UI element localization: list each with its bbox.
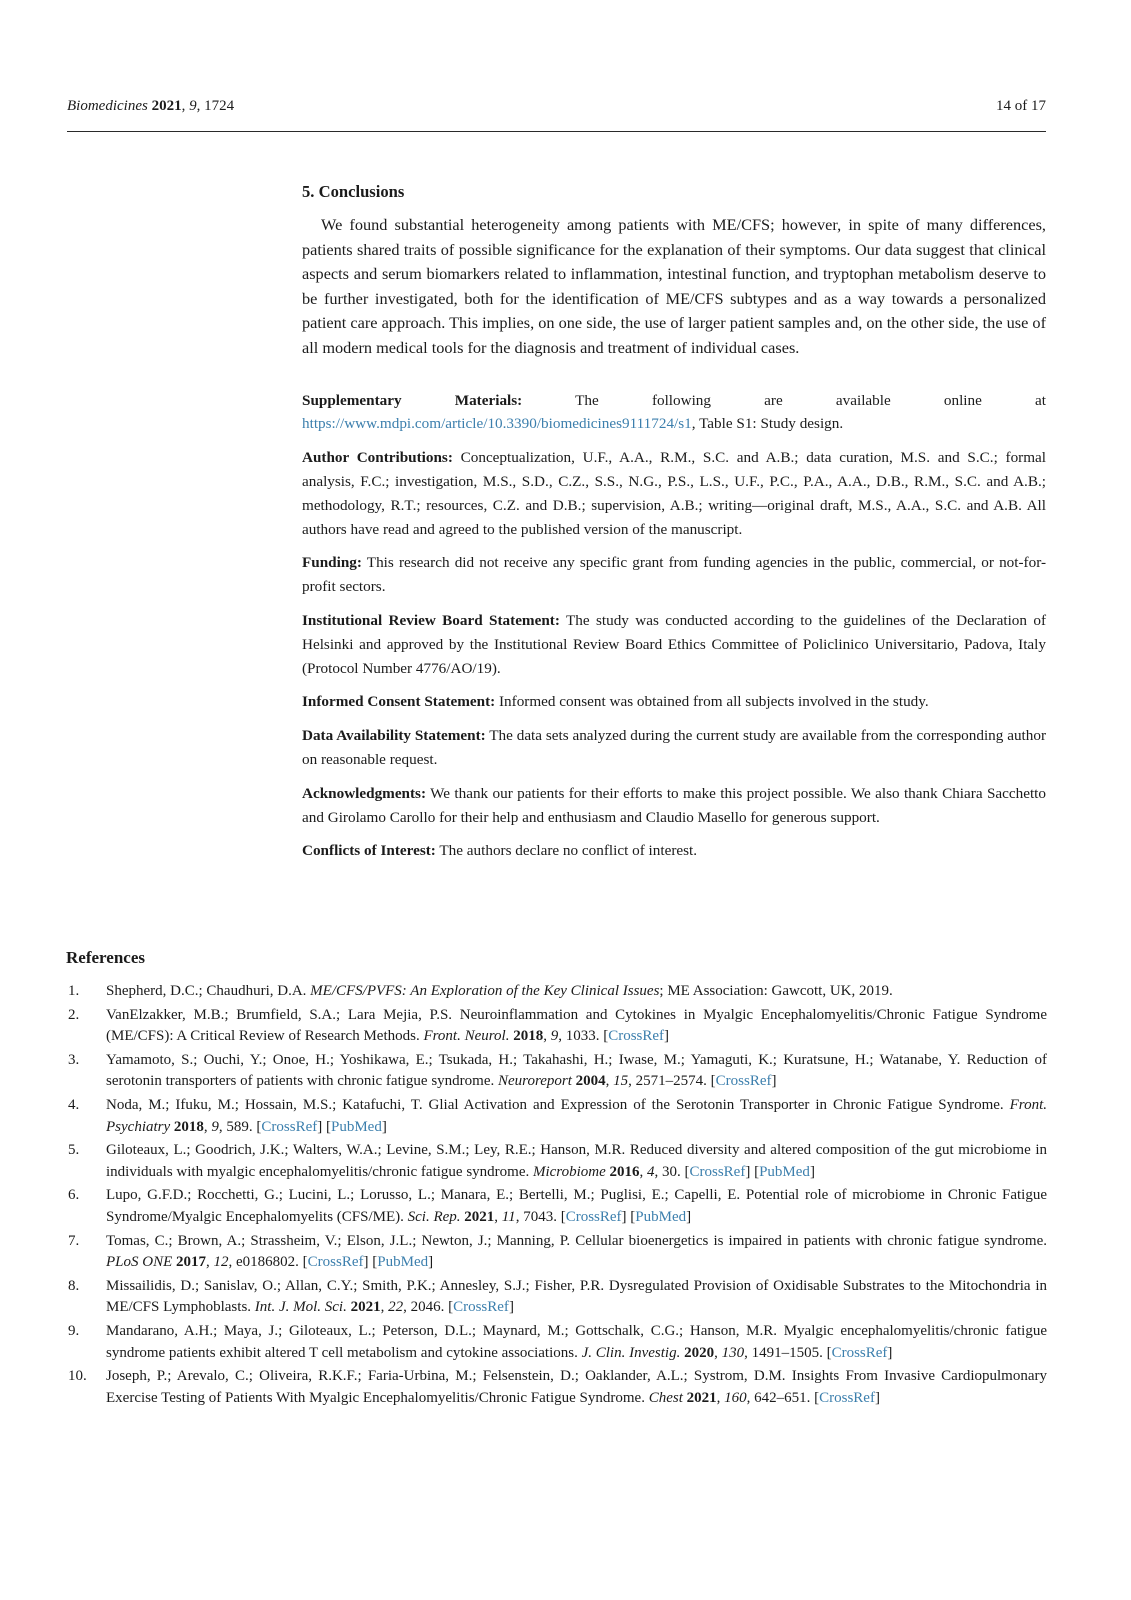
reference-text: [106, 1052, 1047, 1090]
reference-number: 4.: [68, 1096, 80, 1113]
text-segment: ]: [809, 1163, 815, 1180]
text-segment: 2021: [151, 98, 182, 114]
text-segment: , 1491–1505. [: [744, 1344, 832, 1361]
reference-number: 9.: [68, 1322, 80, 1339]
main-column: [302, 182, 1046, 863]
text-segment: Data Availability Statement:: [302, 727, 486, 745]
text-segment: ,: [494, 1208, 502, 1225]
reference-text: [106, 1142, 1047, 1180]
references-section: [66, 948, 1047, 1411]
statement-funding: [302, 551, 1046, 599]
text-segment: Author Contributions:: [302, 449, 453, 467]
text-segment: 9: [550, 1028, 559, 1045]
text-segment: ]: [771, 1073, 777, 1090]
text-segment: ]: [686, 1208, 692, 1225]
text-segment: Giloteaux, L.; Goodrich, J.K.; Walters, W.A.; Levine, S.M.; Ley, R.E.; Hanson, M.R. Reduced diversity and altered composition of the gut microbiome in individuals with myalgic encephalomyelitis/chronic fatigue syndrome.: [106, 1142, 1047, 1180]
text-segment: ]: [887, 1344, 893, 1361]
text-segment: , 1033. [: [558, 1028, 609, 1045]
reference-item: [66, 1140, 1047, 1183]
text-segment: Tomas, C.; Brown, A.; Strassheim, V.; Elson, J.L.; Newton, J.; Manning, P. Cellular bioenergetics is impaired in patients with chronic fatigue syndrome.: [106, 1232, 1047, 1249]
text-segment: ] [: [363, 1254, 378, 1271]
text-segment: ]: [428, 1254, 434, 1271]
text-segment: ] [: [621, 1208, 636, 1225]
text-segment: ,: [714, 1344, 722, 1361]
reference-number: 2.: [68, 1006, 80, 1023]
pubmed-link[interactable]: PubMed: [635, 1208, 687, 1225]
references-heading: References: [66, 948, 145, 967]
text-segment: Acknowledgments:: [302, 784, 427, 802]
text-segment: 9: [211, 1118, 219, 1135]
reference-text: [106, 1278, 1047, 1316]
reference-number: 8.: [68, 1277, 80, 1294]
text-segment: Joseph, P.; Arevalo, C.; Oliveira, R.K.F.; Faria-Urbina, M.; Felsenstein, D.; Oaklander, A.L.; Systrom, D.M. Insights From Invasive Cardiopulmonary Exercise Testing of Patients With Myalgic Encephalomyelitis/Chronic Fatigue Syndrome.: [106, 1368, 1047, 1406]
reference-number: 7.: [68, 1232, 80, 1249]
reference-list: [66, 981, 1047, 1409]
text-segment: , 2046. [: [403, 1299, 454, 1316]
text-segment: 2021: [686, 1389, 717, 1406]
text-segment: ] [: [317, 1118, 331, 1135]
text-segment: The data sets analyzed during the current study are available from the corresponding author on reasonable request.: [302, 727, 1047, 768]
crossref-link[interactable]: CrossRef: [608, 1028, 665, 1045]
text-segment: Yamamoto, S.; Ouchi, Y.; Onoe, H.; Yoshikawa, E.; Tsukada, H.; Takahashi, H.; Iwase, M.; Yamaguti, K.; Kuratsune, H.; Watanabe, Y. Reduction of serotonin transporters of patients with chronic fatigue syndrome.: [106, 1051, 1047, 1090]
conclusions-heading: 5. Conclusions: [302, 182, 405, 201]
text-segment: 15: [613, 1073, 629, 1090]
text-segment: Lupo, G.F.D.; Rocchetti, G.; Lucini, L.; Lorusso, L.; Manara, E.; Bertelli, M.; Puglisi, E.; Capelli, E. Potential role of microbiome in Chronic Fatigue Syndrome/Myalgic Encephalomyelits (CFS/ME).: [106, 1187, 1047, 1225]
statement-author-contributions: [302, 446, 1046, 541]
statement-acknowledgments: [302, 782, 1046, 830]
reference-number: 3.: [68, 1051, 80, 1068]
text-segment: ] [: [745, 1163, 760, 1180]
text-segment: ; ME Association: Gawcott, UK, 2019.: [659, 983, 893, 999]
reference-text: [106, 1323, 1047, 1361]
text-segment: 2021: [464, 1208, 495, 1225]
text-segment: J. Clin. Investig.: [581, 1344, 685, 1361]
reference-text: [106, 1007, 1047, 1045]
text-segment: Biomedicines: [67, 98, 152, 114]
reference-item: [66, 1185, 1047, 1228]
page-number: 14 of 17: [996, 98, 1046, 114]
text-segment: , 589. [: [218, 1118, 262, 1135]
crossref-link[interactable]: CrossRef: [261, 1118, 318, 1135]
reference-number: 5.: [68, 1142, 80, 1159]
text-segment: , 7043. [: [515, 1208, 566, 1225]
text-segment: 9: [189, 98, 197, 114]
text-segment: Shepherd, D.C.; Chaudhuri, D.A.: [106, 983, 311, 999]
text-segment: Chest: [648, 1389, 687, 1406]
text-segment: ]: [874, 1389, 880, 1406]
reference-item: [66, 1366, 1047, 1409]
text-segment: 12: [213, 1254, 229, 1271]
text-segment: , 1724: [196, 98, 235, 114]
text-segment: ,: [206, 1254, 214, 1271]
crossref-link[interactable]: CrossRef: [453, 1299, 509, 1316]
text-segment: 2018: [513, 1028, 544, 1045]
text-segment: 2004: [575, 1073, 606, 1090]
text-segment: 22: [388, 1299, 404, 1316]
supplementary-url-link[interactable]: https://www.mdpi.com/article/10.3390/biomedicines9111724/s1: [302, 415, 692, 433]
text-segment: Institutional Review Board Statement:: [302, 611, 560, 629]
text-segment: 4: [647, 1163, 655, 1180]
text-segment: ,: [639, 1163, 647, 1180]
reference-text: [106, 1097, 1047, 1135]
statement-supplementary-materials: [302, 389, 1046, 437]
pubmed-link[interactable]: PubMed: [331, 1118, 382, 1135]
reference-number: 1.: [68, 983, 80, 999]
statement-institutional-review-board-statement: [302, 609, 1046, 680]
text-segment: ]: [381, 1118, 387, 1135]
text-segment: , 2571–2574. [: [628, 1073, 716, 1090]
journal-citation: [67, 97, 234, 115]
text-segment: ,: [181, 98, 190, 114]
text-segment: Sci. Rep.: [407, 1208, 465, 1225]
text-segment: Int. J. Mol. Sci.: [254, 1299, 351, 1316]
text-segment: Missailidis, D.; Sanislav, O.; Allan, C.Y.; Smith, P.K.; Annesley, S.J.; Fisher, P.R. Dysregulated Provision of Oxidisable Substrates to the Mitochondria in ME/CFS Lymphoblasts.: [106, 1277, 1047, 1316]
text-segment: 2018: [173, 1118, 204, 1135]
text-segment: Funding:: [302, 554, 362, 572]
text-segment: 130: [721, 1344, 745, 1361]
pubmed-link[interactable]: PubMed: [377, 1254, 429, 1271]
text-segment: ]: [664, 1028, 670, 1045]
text-segment: , 642–651. [: [746, 1389, 820, 1406]
text-segment: , 30. [: [654, 1163, 690, 1180]
reference-item: [66, 1005, 1047, 1048]
text-segment: Conflicts of Interest:: [302, 842, 436, 860]
text-segment: ,: [380, 1299, 389, 1316]
text-segment: Informed Consent Statement:: [302, 693, 496, 711]
crossref-link[interactable]: CrossRef: [689, 1163, 746, 1180]
reference-text: [106, 983, 893, 999]
text-segment: Microbiome: [532, 1163, 610, 1180]
text-segment: Neuroreport: [498, 1073, 576, 1090]
text-segment: The following are available online at: [522, 391, 1047, 409]
text-segment: ,: [543, 1028, 551, 1045]
text-segment: 160: [724, 1389, 747, 1406]
text-segment: PLoS ONE: [106, 1254, 177, 1271]
text-segment: ]: [508, 1299, 514, 1316]
crossref-link[interactable]: CrossRef: [831, 1344, 888, 1361]
header-rule: [67, 131, 1046, 132]
text-segment: ,: [203, 1118, 212, 1135]
reference-item: [66, 1050, 1047, 1093]
text-segment: ME/CFS/PVFS: An Exploration of the Key Clinical Issues: [310, 983, 660, 999]
text-segment: 2016: [609, 1163, 640, 1180]
page-header: [67, 97, 1046, 115]
text-segment: The authors declare no conflict of interest.: [435, 842, 698, 860]
crossref-link[interactable]: CrossRef: [715, 1073, 772, 1090]
reference-item: [66, 981, 1047, 1003]
text-segment: Supplementary Materials:: [302, 391, 523, 409]
statement-informed-consent-statement: [302, 690, 1046, 714]
pubmed-link[interactable]: PubMed: [759, 1163, 810, 1180]
conclusions-paragraph: We found substantial heterogeneity among patients with ME/CFS; however, in spite of many differences, patients shared traits of possible significance for the explanation of their symptoms. Our data suggest that clinical aspects and serum biomarkers related to inflammation, intestinal function, and tryptophan metabolism deserve to be further investigated, both for the identification of ME/CFS subtypes and as a way towards a personalized patient care approach. This implies, on one side, the use of larger patient samples and, on the other side, the use of all modern medical tools for the diagnosis and treatment of individual cases.: [302, 215, 1046, 357]
text-segment: 2017: [176, 1254, 207, 1271]
reference-text: [106, 1233, 1047, 1271]
statement-data-availability-statement: [302, 724, 1046, 772]
text-segment: ,: [716, 1389, 725, 1406]
reference-item: [66, 1095, 1047, 1138]
text-segment: Informed consent was obtained from all subjects involved in the study.: [495, 693, 929, 711]
text-segment: , e0186802. [: [228, 1254, 308, 1271]
crossref-link[interactable]: CrossRef: [307, 1254, 364, 1271]
crossref-link[interactable]: CrossRef: [565, 1208, 622, 1225]
text-segment: 2021: [350, 1299, 381, 1316]
text-segment: ,: [605, 1073, 614, 1090]
reference-item: [66, 1321, 1047, 1364]
reference-text: [106, 1187, 1047, 1225]
reference-item: [66, 1276, 1047, 1319]
reference-text: [106, 1368, 1047, 1406]
reference-number: 6.: [68, 1187, 80, 1204]
text-segment: , Table S1: Study design.: [691, 415, 844, 433]
text-segment: This research did not receive any specific grant from funding agencies in the public, commercial, or not-for-profit sectors.: [302, 554, 1046, 596]
reference-item: [66, 1231, 1047, 1274]
text-segment: 11: [501, 1208, 516, 1225]
reference-number: 10.: [68, 1368, 87, 1385]
text-segment: VanElzakker, M.B.; Brumfield, S.A.; Lara Mejia, P.S. Neuroinflammation and Cytokines in Myalgic Encephalomyelitis/Chronic Fatigue Syndrome (ME/CFS): A Critical Review of Research Methods.: [106, 1006, 1047, 1045]
text-segment: Front. Neurol.: [423, 1028, 514, 1045]
text-segment: We thank our patients for their efforts to make this project possible. We also thank Chiara Sacchetto and Girolamo Carollo for their help and enthusiasm and Claudio Masello for generous support.: [302, 784, 1046, 826]
text-segment: Mandarano, A.H.; Maya, J.; Giloteaux, L.; Peterson, D.L.; Maynard, M.; Gottschalk, C.G.; Hanson, M.R. Myalgic encephalomyelitis/chronic fatigue syndrome patients exhibit altered T cell metabolism and cytokine associations.: [106, 1322, 1047, 1361]
text-segment: The study was conducted according to the guidelines of the Declaration of Helsinki and approved by the Institutional Review Board Ethics Committee of Policlinico Universitario, Padova, Italy (Protocol Number 4776/AO/19).: [302, 611, 1047, 677]
text-segment: Front. Psychiatry: [106, 1096, 1047, 1135]
text-segment: 2020: [684, 1344, 715, 1361]
crossref-link[interactable]: CrossRef: [819, 1389, 875, 1406]
text-segment: Conceptualization, U.F., A.A., R.M., S.C. and A.B.; data curation, M.S. and S.C.; formal analysis, F.C.; investigation, M.S., S.D., C.Z., S.S., N.G., P.S., L.S., U.F., P.C., P.A., A.A., D.B., R.M., S.C. and A.B.; methodology, R.T.; resources, C.Z. and D.B.; supervision, A.B.; writing—original draft, M.S., A.A., S.C. and A.B. All authors have read and agreed to the published version of the manuscript.: [302, 449, 1046, 538]
statement-conflicts-of-interest: [302, 839, 1046, 863]
statements-section: [302, 389, 1046, 864]
text-segment: Noda, M.; Ifuku, M.; Hossain, M.S.; Katafuchi, T. Glial Activation and Expression of the Serotonin Transporter in Chronic Fatigue Syndrome.: [106, 1096, 1010, 1113]
